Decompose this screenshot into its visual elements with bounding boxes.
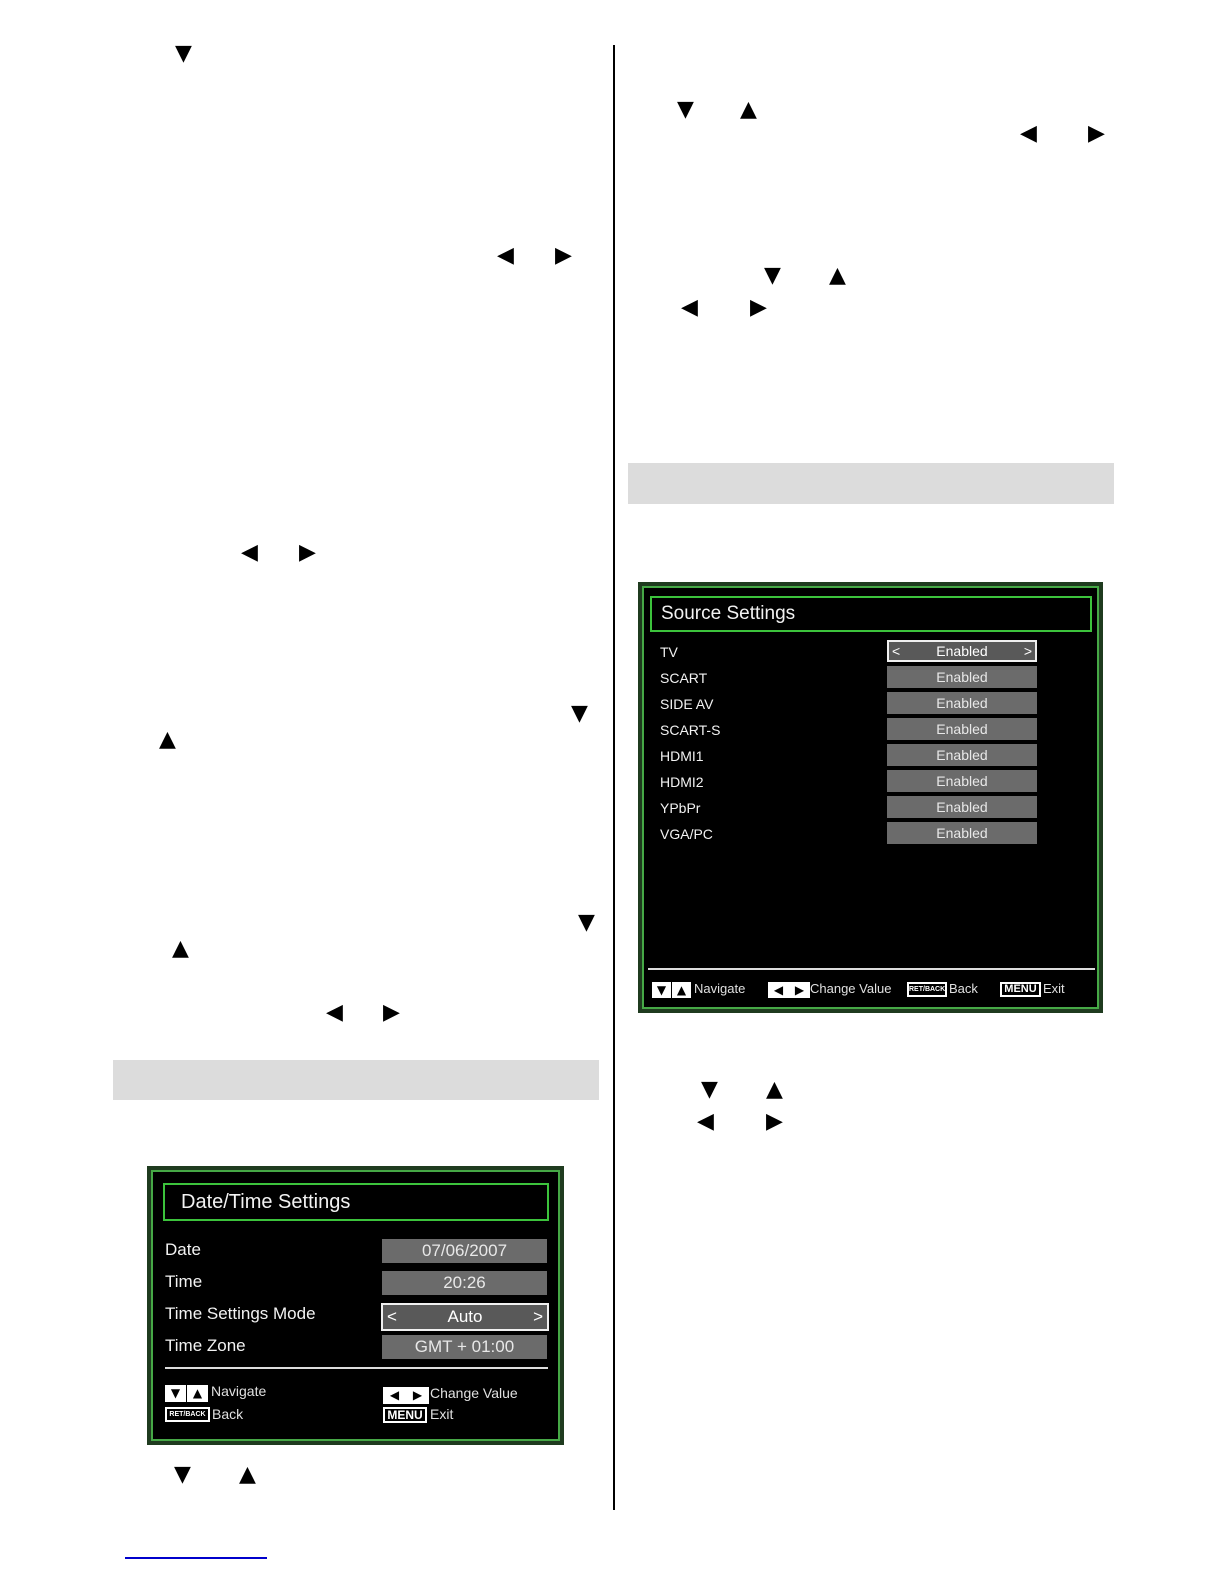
change-value-hint: Change Value bbox=[810, 981, 892, 996]
down-arrow-icon: ▼ bbox=[701, 1077, 718, 1102]
source-value: Enabled bbox=[936, 695, 988, 711]
exit-hint: Exit bbox=[430, 1406, 454, 1422]
up-arrow-icon: ▲ bbox=[740, 97, 757, 122]
left-arrow-icon: ◀ bbox=[326, 1000, 343, 1025]
source-label: HDMI1 bbox=[660, 748, 704, 764]
screen-title: Date/Time Settings bbox=[163, 1183, 549, 1221]
source-label: VGA/PC bbox=[660, 826, 713, 842]
chevron-left-icon[interactable]: < bbox=[387, 1307, 397, 1326]
source-value: Enabled bbox=[936, 643, 988, 659]
down-arrow-icon: ▼ bbox=[764, 263, 781, 288]
up-arrow-icon: ▲ bbox=[159, 727, 176, 752]
source-label: SIDE AV bbox=[660, 696, 714, 712]
retback-key-icon: RET/BACK bbox=[907, 982, 947, 997]
up-arrow-icon: ▲ bbox=[172, 936, 189, 961]
section-heading-band bbox=[113, 1060, 599, 1100]
section-heading-band bbox=[628, 463, 1114, 504]
source-value: Enabled bbox=[936, 721, 988, 737]
navigate-hint: Navigate bbox=[694, 981, 746, 996]
source-value: Enabled bbox=[936, 825, 988, 841]
left-key-icon: ◀ bbox=[383, 1387, 406, 1404]
left-key-icon: ◀ bbox=[768, 982, 789, 998]
datetime-value-field[interactable] bbox=[382, 1271, 547, 1295]
datetime-value-field[interactable] bbox=[382, 1239, 547, 1263]
source-value: Enabled bbox=[936, 799, 988, 815]
screen-title: Source Settings bbox=[650, 596, 1092, 632]
source-value-selector[interactable] bbox=[887, 692, 1037, 714]
source-value-selector[interactable] bbox=[887, 822, 1037, 844]
datetime-label: Time Settings Mode bbox=[165, 1304, 316, 1323]
down-arrow-icon: ▼ bbox=[175, 41, 192, 66]
chevron-left-icon[interactable]: < bbox=[892, 643, 901, 659]
datetime-label: Date bbox=[165, 1240, 201, 1259]
source-label: SCART-S bbox=[660, 722, 721, 738]
retback-key-icon: RET/BACK bbox=[165, 1407, 210, 1422]
source-value-selector[interactable] bbox=[887, 718, 1037, 740]
datetime-value: 20:26 bbox=[443, 1273, 486, 1292]
down-key-icon: ▼ bbox=[652, 982, 671, 998]
left-arrow-icon: ◀ bbox=[241, 540, 258, 565]
up-arrow-icon: ▲ bbox=[766, 1077, 783, 1102]
source-label: TV bbox=[660, 644, 678, 660]
source-value-selector[interactable] bbox=[887, 666, 1037, 688]
source-value: Enabled bbox=[936, 773, 988, 789]
source-label: YPbPr bbox=[660, 800, 701, 816]
exit-hint: Exit bbox=[1043, 981, 1065, 996]
right-key-icon: ▶ bbox=[789, 982, 810, 998]
right-arrow-icon: ▶ bbox=[750, 295, 767, 320]
right-arrow-icon: ▶ bbox=[555, 243, 572, 268]
datetime-value: Auto bbox=[447, 1307, 483, 1326]
datetime-value: 07/06/2007 bbox=[421, 1241, 508, 1260]
right-arrow-icon: ▶ bbox=[299, 540, 316, 565]
source-value-selector[interactable] bbox=[887, 640, 1037, 662]
source-settings-screen bbox=[638, 582, 1103, 1013]
source-label: HDMI2 bbox=[660, 774, 704, 790]
left-arrow-icon: ◀ bbox=[681, 295, 698, 320]
source-value-selector[interactable] bbox=[887, 796, 1037, 818]
down-arrow-icon: ▼ bbox=[174, 1462, 191, 1487]
up-arrow-icon: ▲ bbox=[829, 263, 846, 288]
source-value: Enabled bbox=[936, 747, 988, 763]
right-arrow-icon: ▶ bbox=[766, 1109, 783, 1134]
datetime-label: Time Zone bbox=[165, 1336, 246, 1355]
left-arrow-icon: ◀ bbox=[497, 243, 514, 268]
datetime-value-field[interactable] bbox=[381, 1303, 549, 1331]
down-key-icon: ▼ bbox=[165, 1385, 186, 1402]
change-value-hint: Change Value bbox=[430, 1385, 518, 1401]
right-arrow-icon: ▶ bbox=[1088, 121, 1105, 146]
down-arrow-icon: ▼ bbox=[571, 701, 588, 726]
chevron-right-icon[interactable]: > bbox=[533, 1307, 543, 1326]
up-key-icon: ▲ bbox=[187, 1385, 208, 1402]
down-arrow-icon: ▼ bbox=[578, 910, 595, 935]
navigate-hint: Navigate bbox=[211, 1383, 267, 1399]
source-value: Enabled bbox=[936, 669, 988, 685]
datetime-value-field[interactable] bbox=[382, 1335, 547, 1359]
footer-divider bbox=[648, 968, 1095, 970]
chevron-right-icon[interactable]: > bbox=[1023, 643, 1032, 659]
source-label: SCART bbox=[660, 670, 708, 686]
left-arrow-icon: ◀ bbox=[1020, 121, 1037, 146]
left-arrow-icon: ◀ bbox=[697, 1109, 714, 1134]
up-key-icon: ▲ bbox=[672, 982, 691, 998]
source-value-selector[interactable] bbox=[887, 744, 1037, 766]
footer-divider bbox=[165, 1367, 548, 1369]
footer-link-underline bbox=[125, 1557, 267, 1559]
back-hint: Back bbox=[212, 1406, 244, 1422]
right-key-icon: ▶ bbox=[406, 1387, 429, 1404]
column-divider bbox=[613, 45, 615, 1510]
up-arrow-icon: ▲ bbox=[239, 1462, 256, 1487]
source-value-selector[interactable] bbox=[887, 770, 1037, 792]
menu-key-icon: MENU bbox=[383, 1407, 427, 1423]
datetime-label: Time bbox=[165, 1272, 203, 1291]
right-arrow-icon: ▶ bbox=[383, 1000, 400, 1025]
datetime-value: GMT + 01:00 bbox=[414, 1337, 515, 1356]
down-arrow-icon: ▼ bbox=[677, 97, 694, 122]
back-hint: Back bbox=[949, 981, 978, 996]
datetime-settings-screen bbox=[147, 1166, 564, 1445]
menu-key-icon: MENU bbox=[1000, 982, 1041, 997]
